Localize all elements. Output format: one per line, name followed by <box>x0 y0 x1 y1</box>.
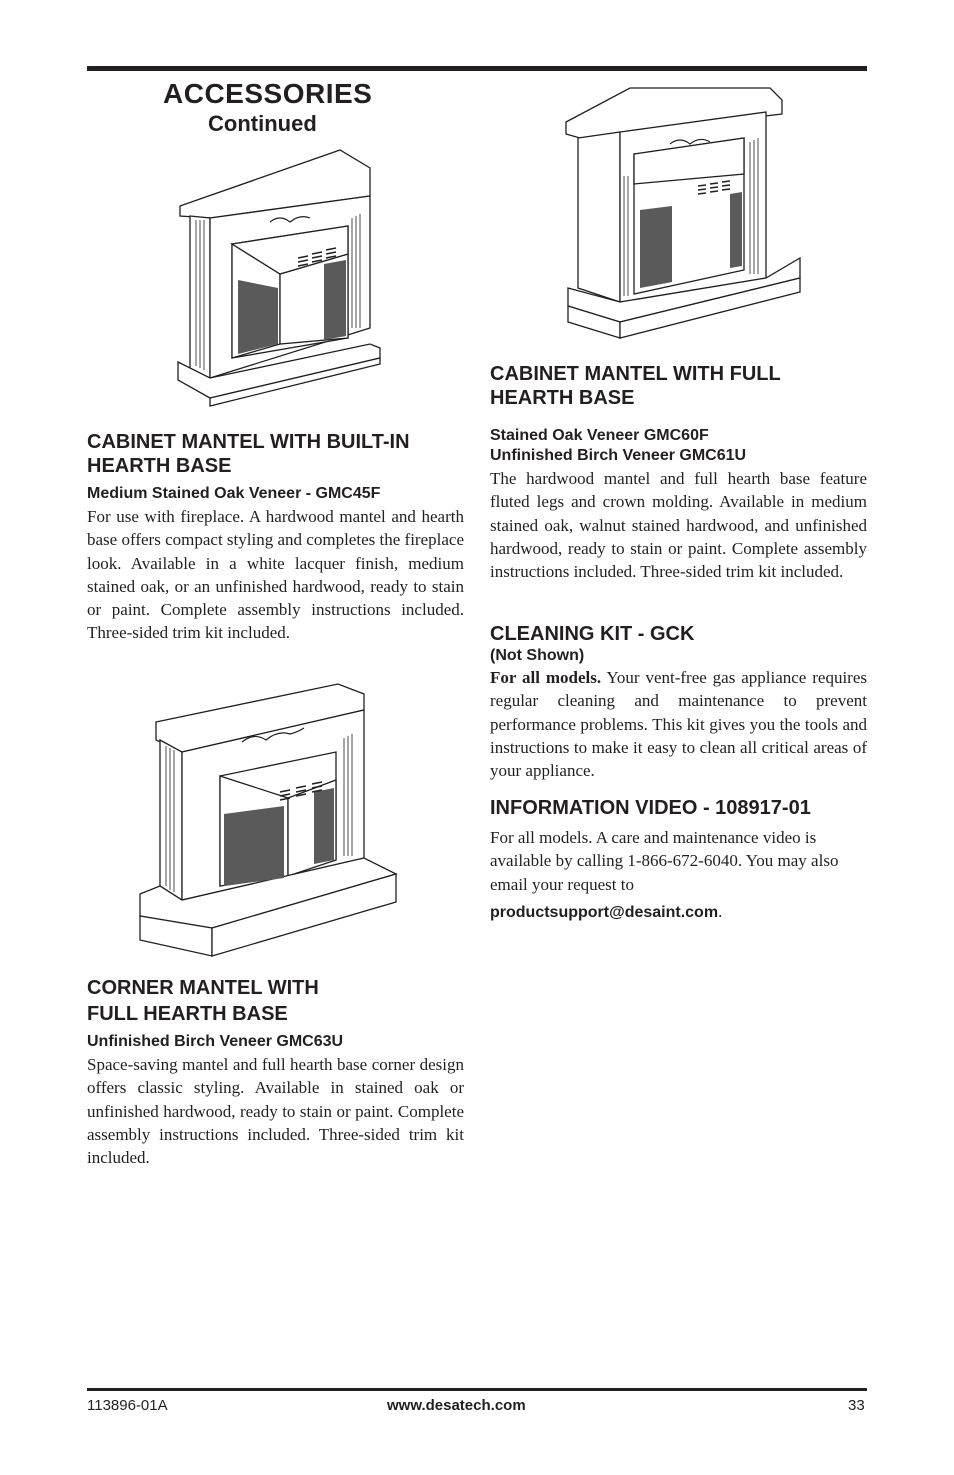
section-body: Space-saving mantel and full hearth base corner design offers classic styling. Available in stained oak or unfinished hardwood, ready to stain or paint. Complete assembly instructions included. Three-sided trim kit included. <box>87 1055 464 1168</box>
top-rule <box>87 66 867 71</box>
section-heading-line2: FULL HEARTH BASE <box>87 1003 288 1025</box>
section-body: For all models. A care and maintenance video is available by calling 1-866-672-6040. You may also email your request to <box>490 828 839 894</box>
model-line: Unfinished Birch Veneer GMC63U <box>87 1033 344 1050</box>
section-body: The hardwood mantel and full hearth base feature fluted legs and crown molding. Available in medium stained oak, walnut stained hardwood, and unfinished hardwood, ready to stain or paint. Complete assembly instructions included. Three-sided trim kit included. <box>490 469 867 582</box>
email-line <box>490 900 867 924</box>
corner-mantel-builtin-hearth-illustration <box>170 148 392 410</box>
bottom-rule <box>87 1388 867 1391</box>
model-line-1: Stained Oak Veneer GMC60F <box>490 427 709 444</box>
email-link[interactable]: productsupport@desaint.com <box>490 903 719 921</box>
section-gmc45f <box>87 430 464 645</box>
website[interactable]: www.desatech.com <box>387 1397 526 1414</box>
model-line: Medium Stained Oak Veneer - GMC45F <box>87 485 381 502</box>
section-heading: INFORMATION VIDEO - 108917-01 <box>490 797 811 819</box>
doc-number: 113896-01A <box>87 1397 168 1414</box>
section-cleaning-kit <box>490 622 867 782</box>
section-heading: CABINET MANTEL WITH FULL HEARTH BASE <box>490 363 781 409</box>
corner-mantel-full-hearth-illustration <box>560 82 806 344</box>
model-line-2: Unfinished Birch Veneer GMC61U <box>490 447 747 464</box>
cabinet-mantel-full-hearth-illustration <box>138 680 400 960</box>
section-gmc63u <box>87 976 464 1169</box>
section-heading: CLEANING KIT - GCK <box>490 623 695 645</box>
page-title: ACCESSORIES <box>163 78 373 109</box>
section-heading-line1: CORNER MANTEL WITH <box>87 977 319 999</box>
not-shown-note: (Not Shown) <box>490 647 585 664</box>
section-heading: CABINET MANTEL WITH BUILT-IN HEARTH BASE <box>87 431 410 477</box>
section-gmc60f <box>490 362 867 583</box>
section-body: For use with fireplace. A hardwood mantel and hearth base offers compact styling and completes the fireplace look. Available in a white lacquer finish, medium stained oak, or an unfinished hardwood, ready to stain or paint. Complete assembly instructions included. Three-sided trim kit included. <box>87 507 464 643</box>
page-subtitle: Continued <box>208 111 317 136</box>
section-body <box>490 666 867 782</box>
body-text: Your vent-free gas appliance requires regular cleaning and maintenance to prevent performance problems. This kit gives you the tools and instructions to make it easy to clean all critical areas of your appliance. <box>490 668 867 781</box>
lead-text: For all models. <box>490 668 602 687</box>
page-number: 33 <box>848 1397 865 1414</box>
email-suffix: . <box>718 901 723 921</box>
section-information-video <box>490 796 867 924</box>
